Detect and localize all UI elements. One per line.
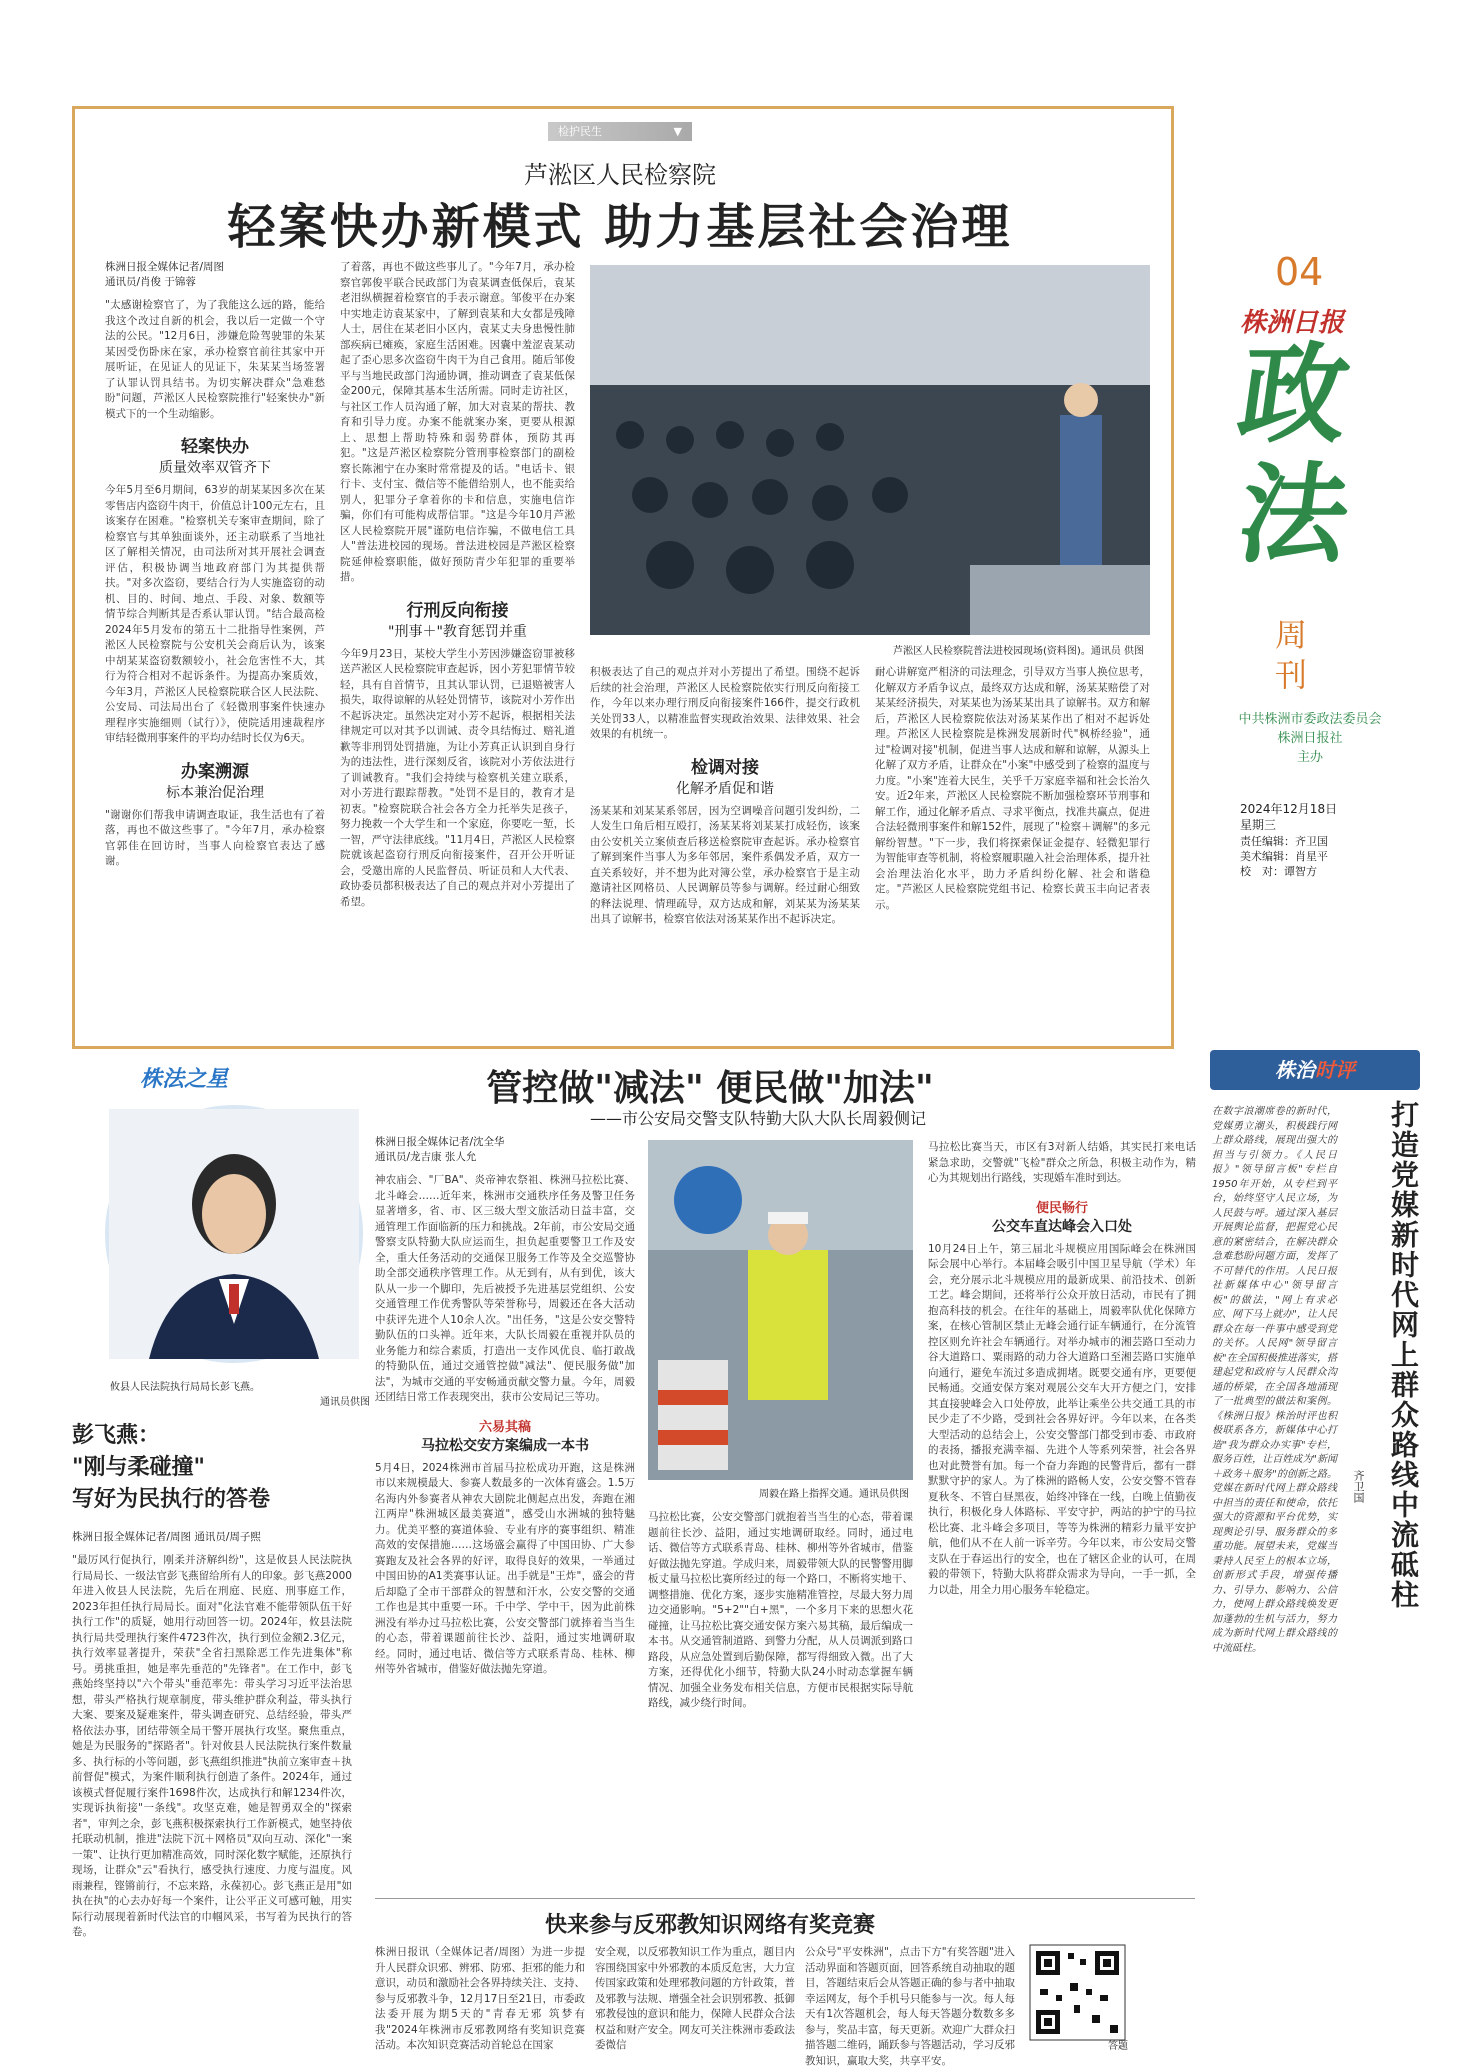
byline-correspondent: 通讯员/肖俊 于锦蓉 [105, 276, 196, 288]
school-outreach-photo [590, 265, 1150, 657]
chevron-down-icon: ▼ [673, 125, 682, 138]
subhead-line: 六易其稿 [478, 1419, 531, 1435]
paragraph: 马拉松比赛当天，市区有3对新人结婚，其实民打来电话紧急求助，交警就"飞检"群众之所急，积极主动作为，精心为其规划出行路线，实现婚车准时到达。 [928, 1141, 1196, 1184]
quiz-col1 [375, 1945, 585, 2057]
top-story-col3 [590, 665, 860, 1030]
subhead [590, 753, 860, 798]
commentary-author: 齐卫国 [1352, 1470, 1365, 1503]
top-story-tag [548, 122, 692, 141]
caption-line: 攸县人民法院执行局局长彭飞燕。 [110, 1382, 260, 1393]
byline-reporter: 株洲日报全媒体记者/周图 [105, 261, 225, 273]
paragraph: 积极表达了自己的观点并对小芳提出了希望。围绕不起诉后续的社会治理，芦淞区人民检察院依实行刑反向衔接工作，今年以来办理行刑反向衔接案件166件，提交行政机关处罚33人，以精准监督实现政治效果、法律效果、社会效果的有机统一。 [590, 666, 860, 740]
quiz-col2 [595, 1945, 795, 2057]
page-number: 04 [1275, 250, 1324, 294]
photo-illustration [590, 265, 1150, 635]
byline: 株洲日报全媒体记者/周图 通讯员/周子熙 [72, 1531, 261, 1543]
issue-date: 2024年12月18日 [1240, 802, 1338, 816]
weekly-label-2: 刊 [1275, 656, 1308, 694]
title-line: 写好为民执行的答卷 [72, 1487, 271, 1512]
paragraph: 公众号"平安株洲"，点击下方"有奖答题"进入活动界面和答题页面，回答系统自动抽取的题目，答题结束后会从答题正确的参与者中抽取幸运网友，每个手机号只能参与一次。每人每天有1次答题机会，每人每天答题分数数多多参与，奖品丰富，每天更新。欢迎广大群众扫描答题二维码，踊跃参与答题活动，学习反邪教知识，赢取大奖，共享平安。 [805, 1946, 1015, 2067]
paragraph: 马拉松比赛，公安交警部门就抱着当当生的心态，带着课题前往长沙、益阳，通过实地调研取经。同时，通过电话、微信等方式联系青岛、桂林、柳州等外省城市，借鉴好做法抛先穿道。学成归来，周毅带领大队的民警警用脚板丈量马拉松比赛所经过的每一个路口，不断将实地干、调整措施、优化方案，逐步实施精准管控，尽最大努力周边交通影响。"5+2""白+黑"，一个多月下来的思想火花碰撞，让马拉松比赛交通安保方案六易其稿，最后编成一本书。从交通管制道路、到警力分配，从人员调派到路口路段，从应急处置到后勤保障，都写得细致入微。出了大方案，还得优化小细节，特勤大队24小时动态掌握车辆情况、加强全业务发布相关信息，方便市民根据实际导航路线，减少绕行时间。 [648, 1511, 913, 1709]
traffic-col1 [375, 1135, 635, 2035]
editor-line: 美术编辑：肖星平 [1240, 850, 1328, 863]
subhead-line: "刑事＋"教育惩罚并重 [388, 623, 527, 640]
quiz-headline: 快来参与反邪教知识网络有奖竞赛 [544, 1913, 875, 1938]
quiz-qr-code[interactable] [1030, 1945, 1140, 2052]
profile-column-logo [140, 1062, 260, 1096]
paragraph: "最厉风行促执行，刚柔并济解纠纷"，这是攸县人民法院执行局局长、一级法官彭飞燕留给所有人的印象。彭飞燕2000年进入攸县人民法院，先后在刑庭、民庭、刑事庭工作，2023年担任执行局局长。面对"化法官难不能带领队伍干好执行工作"的质疑，她用行动回答一切。2024年，攸县法院执行局共受理执行案件4723件次，执行到位金额2.3亿元，执行效率显著提升，荣获"全省扫黑除恶工作先进集体"称号。勇挑重担，她是率先垂范的"先锋者"。在工作中，彭飞燕始终坚持以"六个带头"垂范率先：带头学习习近平法治思想，带头严格执行规章制度，带头维护群众利益，带头执行大案、要案及疑难案件，带头调查研究、总结经验，带头严格依法办事，团结带领全局干警开展执行攻坚。聚焦重点，她是为民服务的"探路者"。针对攸县人民法院执行案件数量多、执行标的小等问题，彭飞燕组织推进"执前立案审查＋执前督促"模式，为案件顺利执行创造了条件。2024年，通过该模式督促履行案件1698件次，达成执行和解1234件次，实现诉执衔接"一条线"。攻坚克难，她是智勇双全的"探索者"，审判之余，彭飞燕积极探索执行工作新模式，她坚持依托联动机制，推进"法院下沉＋网格员"双向互动、深化"一案一策"、让执行更加精准高效，同时深化数字赋能，还原执行现场，让群众"云"看执行，感受执行速度、力度与温度。风雨兼程，铿锵前行，不忘来路，永葆初心。彭飞燕正是用"如执在执"的心去办好每一个案件，让公平正义可感可触，用实际行动展现着新时代法官的巾帼风采，书写着为民执行的答卷。 [72, 1554, 352, 1938]
subhead-line: 行刑反向衔接 [406, 600, 509, 621]
byline: 株洲日报全媒体记者/沈全华 [375, 1136, 505, 1148]
qr-label: 答题 [1108, 2041, 1128, 2052]
subhead-line: 标本兼治促治理 [166, 784, 264, 801]
profile-body [72, 1530, 352, 2050]
profile-title [72, 1420, 372, 1516]
photo-illustration [648, 1140, 913, 1480]
subhead-line: 轻案快办 [181, 437, 249, 457]
caption-line: 通讯员供图 [320, 1397, 370, 1408]
qr-code-icon [1030, 1945, 1125, 2040]
commentary-logo [1210, 1050, 1420, 1090]
tag-label: 检护民生 [558, 125, 602, 138]
title-line: 彭飞燕： [72, 1423, 161, 1448]
paragraph: 株洲日报讯（全媒体记者/周图）为进一步提升人民群众识邪、辨邪、防邪、拒邪的能力和意识，动员和激励社会各界持续关注、支持、参与反邪教斗争，12月17日至21日，市委政法委开展为期5天的"青春无邪 筑梦有我"2024年株洲市反邪教网络有奖知识竞赛活动。本次知识竞赛活动首轮总在国家 [375, 1946, 585, 2051]
paragraph: 了着落，再也不做这些事儿了。"今年7月，承办检察官郭俊平联合民政部门为袁某调查低保后，袁某老泪纵横握着检察官的手表示谢意。邹俊平在办案中实地走访袁某家中，了解到袁某和大女都是残障人士，居住在某老旧小区内，袁某丈夫身患慢性肺部疾病已瘫痪，家庭生活困难。因囊中羞涩袁某动起了歪心思多次盗窃牛肉干为自己食用。随后邹俊平与当地民政部门沟通协调，推动调查了袁某低保金200元，保障其基本生活所需。同时走访社区，与社区工作人员沟通了解，加大对袁某的帮扶、教育和引导力度。办案不能就案办案，更要从根源上、思想上帮助特殊和弱势群体，预防其再犯。"这是芦淞区检察院分管刑事检察部门的副检察长陈湘宁在办案时常常提及的话。"电话卡、银行卡、支付宝、微信等不能借给别人，也不能卖给别人，犯罪分子拿着你的卡和信息，实施电信诈骗，你们有可能构成帮信罪。"这是今年10月芦淞区人民检察院开展"谨防电信诈骗，不做电信工具人"普法进校园的现场。普法进校园是芦淞区检察院延伸检察职能，做好预防青少年犯罪的重要举措。 [340, 261, 575, 583]
top-story-headline: 轻案快办新模式 助力基层社会治理 [227, 199, 1013, 255]
traffic-police-photo [648, 1140, 913, 1500]
paragraph: 今年9月23日，某校大学生小芳因涉嫌盗窃罪被移送芦淞区人民检察院审查起诉，因小芳犯罪情节较轻，具有自首情节，且其认罪认罚，已退赔被害人损失，取得谅解的从轻处罚情节，该院对小芳作出不起诉决定。虽然决定对小芳不起诉，根据相关法律规定可以对其予以训诫、责令具结悔过、赔礼道歉等非刑罚处罚措施，为让小芳真正认识到自身行为的违法性，进行深刻反省，该院对小芳依法进行了训诫教育。"我们会持续与检察机关建立联系，对小芳进行跟踪帮教。"处罚不是目的，教育才是初衷。"检察院联合社会各方全力托举失足孩子，努力挽救一个大学生和一个家庭，你要吃一堑，长一智，严守法律底线。"11月4日，芦淞区人民检察院就该起盗窃行刑反向衔接案件，召开公开听证会，受邀出席的人民监督员、听证员和人大代表、政协委员都积极表达了自己的观点并对小芳提出了希望。 [340, 647, 575, 908]
editor-line: 校 对：谭智方 [1240, 865, 1317, 878]
subhead-line: 质量效率双管齐下 [159, 460, 271, 476]
issue-weekday: 星期三 [1240, 818, 1277, 832]
top-story-col4 [875, 665, 1150, 1030]
subhead-line: 检调对接 [691, 757, 759, 778]
traffic-col3 [928, 1140, 1196, 1890]
section-name-top: 政 [1231, 332, 1357, 458]
paper-name: 株洲日报 [1240, 308, 1345, 338]
subhead-line: 便民畅行 [1035, 1200, 1088, 1216]
paragraph: 10月24日上午，第三届北斗规模应用国际峰会在株洲国际会展中心举行。本届峰会吸引中国卫星导航（学术）年会，充分展示北斗规模应用的最新成果、前沿技术、创新工艺。峰会期间，还将举行公众开放日活动，市民有了拥抱高科技的机会。在往年的基础上，周毅率队优化保障方案，在核心管制区禁止无峰会通行证车辆通行，在分流管控区则允许社会车辆通行。对举办城市的湘芸路口至动力谷大道路口、粟雨路的动力谷大道路口至湘芸路口实施单向通行，避免车流过多造成拥堵。既要交通有序，更要便民畅通。交通安保方案对观展公交车大开方便之门，安排其直接驶峰会入口处停放，此举让乘坐公共交通工具的市民少走了不少路，受到社会各界好评。今年以来，在各类大型活动的总结会上，公安交警部门都受到市委、市政府的表扬，播报充满幸福、先进个人等系列荣誉，社会各界也对此赞誉有加。每一个奋力奔跑的民警背后，都有一群默默守护的家人。为了株洲的路畅人安，公安交警不管春夏秋冬、不管白昼黑夜，始终冲锋在一线，白晚上值勤夜执行，积极化身人体路标、平安守护，两站的护宁的马拉松比赛、北斗峰会多项目，等等为株洲的精彩力量平安护航，他们从不在人前一诉辛劳。今年以来，市公安局交警支队在于春运出行的安全，也在了辖区企业的认可，在周毅的带领下，特勤大队将群众需求为导向，一手一抓，全力以赴，用全力用心服务车轮稳定。 [928, 1242, 1196, 1596]
paragraph: 汤某某和刘某某系邻居，因为空调噪音问题引发纠纷，二人发生口角后相互殴打，汤某某将刘某某打成轻伤，该案由公安机关立案侦查后移送检察院审查起诉。承办检察官了解到案件当事人为多年邻居，案件系偶发矛盾，双方一直关系较好，并不想为此对簿公堂，承办检察官于是主动邀请社区网格员、人民调解员等参与调解。经过耐心细致的释法说理、情理疏导，双方达成和解，刘某某为汤某某出具了谅解书，检察官依法对汤某某作出不起诉决定。 [590, 804, 860, 925]
paragraph: 神农庙会、"厂BA"、炎帝神农祭祖、株洲马拉松比赛、北斗峰会……近年来，株洲市交通秩序任务及警卫任务显著增多，省、市、区三级大型文旅活动日益丰富，交通管理工作面临新的压力和挑战。2年前，市公安局交通警察支队特勤大队应运而生，担负起重要警卫工作及安全，重大任务活动的交通保卫服务工作等及全交巡警协助全部交通秩序管理工作。从无到有，从有到优，该大队从一步一个脚印，先后被授予先进基层党组织、公安交通管理工作优秀警队等荣誉称号，周毅还在各大活动中获评先进个人10余人次。"出任务，"这是公安交警特勤队伍的口头禅。近年来，大队长周毅在重视并队员的业务能力和综合素质，打造出一支作风优良、临打敢战的特勤队伍，通过交通管控做"减法"、便民服务做"加法"，为城市交通的平安畅通贡献交警力量。今年，周毅还团结日常工作表现突出，获市公安局记三等功。 [375, 1174, 635, 1403]
quiz-rule [375, 1898, 1195, 1899]
paragraph: 今年5月至6月期间，63岁的胡某某因多次在某零售店内盗窃牛肉干，价值总计100元左右，且该案存在困难。"检察机关专案审查期间，除了检察官与其单独面谈外，还主动联系了当地社区了解相关情况，由司法所对其开展社会调查评估，积极协调当地政府部门为其提供帮扶。"对多次盗窃，要结合行为人实施盗窃的动机、目的、时间、地点、手段、对象、数额等情节综合判断其是否系认罪认罚。"结合最高检2024年5月发布的第五十二批指导性案例，芦淞区人民检察院与公安机关会商后认为，该案中胡某某盗窃数额较小，社会危害性不大，其行为符合相对不起诉条件。为提高办案质效，今年3月，芦淞区人民检察院联合区人民法院、公安局、司法局出台了《轻微刑事案件快速办理程序实施细则（试行）》，使院适用速裁程序审结轻微刑事案件的平均办结时长仅为6天。 [105, 484, 325, 744]
paragraph: "太感谢检察官了，为了我能这么远的路，能给我这个改过自新的机会，我以后一定做一个守法的公民。"12月6日，涉嫌危险驾驶罪的朱某某因受伤卧床在家，承办检察官前往其家中开展听证，在见证人的见证下，朱某某当场签署了认罪认罚具结书。为切实解决群众"急难愁盼"问题，芦淞区人民检察院推行"轻案快办"新模式下的一个生动缩影。 [105, 299, 325, 420]
paragraph: 耐心讲解宽严相济的司法理念，引导双方当事人换位思考，化解双方矛盾争议点，最终双方达成和解，汤某某赔偿了对某某经济损失，对某某也为汤某某出具了谅解书。双方和解后，芦淞区人民检察院依法对汤某某作出了相对不起诉处理。芦淞区人民检察院是株洲发展新时代"枫桥经验"，通过"检调对接"机制，促进当事人达成和解和谅解，从源头上化解了双方矛盾，让群众在"小案"中感受到了检察的温度与力度。"小案"连着大民生，关乎千万家庭幸福和社会长治久安。近2年来，芦淞区人民检察院不断加强检察环节刑事和解工作，通过化解矛盾点、寻求平衡点，找准共赢点，促进合法轻微刑事案件和解152件，展现了"检察＋调解"的多元解纷智慧。"下一步，我们将探索保证金提存、轻微犯罪行为智能审查等机制，将检察履职融入社会治理体系，提升社会治理法治化水平，助力矛盾纠纷化解、社会和谐稳定。"芦淞区人民检察院党组书记、检察长黄玉丰向记者表示。 [875, 666, 1150, 911]
subhead-line: 办案溯源 [181, 761, 249, 782]
portrait-illustration [109, 1109, 359, 1359]
paragraph: 5月4日，2024株洲市首届马拉松成功开跑，这是株洲市以来规模最大、参赛人数最多的一次体育盛会。1.5万名海内外参赛者从神农大剧院北侧起点出发，奔跑在湘江两岸"株洲城区最美赛道"，感受山水洲城的独特魅力。优美平整的赛道体验、专业有序的赛事组织、精准高效的安保措施……这场盛会赢得了中国田协、广大参赛跑友及社会各界的好评，取得良好的效果，一举通过中国田协的A1类赛事认证。出手就是"王炸"，盛会的背后却隐了全市干部群众的智慧和汗水，公安交警的交通工作也是其中重要一环。千中学、学中干，因为此前株洲没有举办过马拉松比赛，公安交警部门就捧着当当生的心态，带着课题前往长沙、益阳，通过实地调研取经。同时，通过电话、微信等方式联系青岛、桂林、柳州等外省城市，借鉴好做法抛先穿道。 [375, 1461, 635, 1675]
traffic-col2 [648, 1510, 913, 1890]
subhead-line: 公交车直达峰会入口处 [992, 1218, 1132, 1235]
subhead [105, 757, 325, 802]
editor-credits [1240, 834, 1328, 879]
top-story-kicker: 芦淞区人民检察院 [524, 161, 716, 189]
sponsor-line: 中共株洲市委政法委员会 [1238, 712, 1382, 727]
sponsor-block [1190, 710, 1430, 767]
section-name-bottom: 法 [1231, 452, 1357, 578]
paragraph: "谢谢你们帮我申请调查取证，我生活也有了着落，再也不做这些事了。"今年7月，承办检察官郭佳在回访时，当事人向检察官表达了感谢。 [105, 808, 325, 867]
paragraph: 在数字浪潮席卷的新时代，党媒勇立潮头，积极践行网上群众路线，展现出强大的担当与引领力。《人民日报》"领导留言板"专栏自1950年开始，从专栏到平台，始终坚守人民立场，为人民鼓与呼。通过深入基层开展舆论监督，把握党心民意的紧密结合，在解决群众急难愁盼问题方面，发挥了不可替代的作用。人民日报社新媒体中心"领导留言板"的做法，"网上有求必应、网下马上就办"，让人民群众在每一件事中感受到党的关怀。人民网"领导留言板"在全国积极推进落实，搭建起党和政府与人民群众沟通的桥梁，在全国各地涌现了一批典型的做法和案例。《株洲日报》株治时评也积极联系各方，新媒体中心打造"我为群众办实事"专栏，服务百姓，让百姓成为"新闻＋政务＋服务"的创新之路。党媒在新时代网上群众路线中担当的责任和使命，依托强大的资源和平台优势，实现舆论引导、服务群众的多重功能。展望未来，党媒当秉持人民至上的根本立场，创新形式手段，增强传播力、引导力、影响力、公信力，使网上群众路线焕发更加蓬勃的生机与活力，努力成为新时代网上群众路线的中流砥柱。 [1212, 1106, 1337, 1654]
photo-caption: 芦淞区人民检察院普法进校园现场(资料图)。通讯员 供图 [893, 646, 1144, 657]
commentary-body [1212, 1105, 1337, 2050]
paragraph: 安全观，以反邪教知识工作为重点，题目内容围绕国家中外邪教的本质反危害，大力宣传国家政策和处理邪教问题的方针政策，普及邪教与法规、增强全社会识别邪教、抵御邪教侵蚀的意识和能力，保障人民群众合法权益和财产安全。网友可关注株洲市委政法委微信 [595, 1946, 795, 2051]
sponsor-line: 株洲日报社 [1277, 731, 1343, 746]
title-line: "刚与柔碰撞" [72, 1455, 205, 1480]
subhead [105, 432, 325, 477]
subhead [928, 1197, 1196, 1236]
sponsor-line: 主办 [1296, 750, 1323, 765]
traffic-subheadline: ——市公安局交警支队特勤大队大队长周毅侧记 [590, 1109, 927, 1128]
profile-photo-caption [110, 1380, 370, 1410]
weekly-label-1: 周 [1275, 616, 1308, 654]
profile-portrait [105, 1105, 363, 1363]
photo-caption: 周毅在路上指挥交通。通讯员供图 [759, 1489, 909, 1500]
subhead [340, 596, 575, 641]
traffic-headline: 管控做"减法" 便民做"加法" [486, 1068, 934, 1109]
subhead-line: 马拉松交安方案编成一本书 [421, 1437, 589, 1454]
editor-line: 责任编辑：齐卫国 [1240, 835, 1328, 848]
commentary-headline: 打造党媒新时代网上群众路线中流砥柱 [1387, 1100, 1420, 1610]
subhead-line: 化解矛盾促和谐 [676, 780, 774, 797]
column-logo-text: 株法之星 [140, 1067, 229, 1092]
top-story-col1 [105, 260, 325, 1030]
byline: 通讯员/龙吉康 张人允 [375, 1151, 477, 1163]
masthead [1180, 240, 1450, 900]
quiz-col3 [805, 1945, 1015, 2067]
logo-part: 时评 [1315, 1058, 1355, 1082]
top-story-col2 [340, 260, 575, 1030]
logo-part: 株治 [1275, 1058, 1315, 1082]
subhead [375, 1416, 635, 1455]
